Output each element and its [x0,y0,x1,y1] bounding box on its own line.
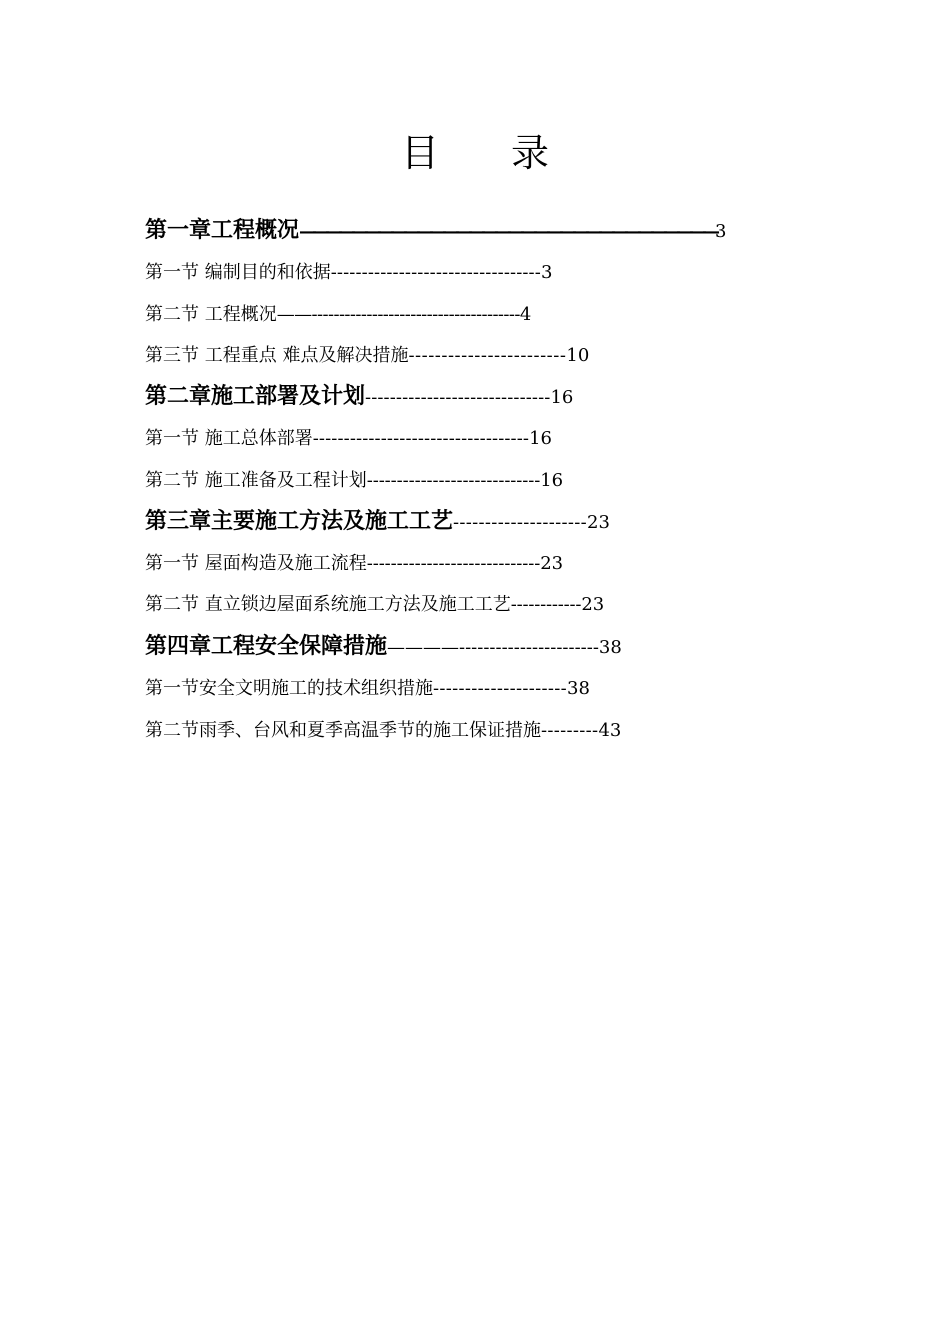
toc-entry-page: 3 [715,221,727,242]
toc-entry-leader: --------------------- [453,512,588,533]
toc-section-2-2[interactable] [145,466,765,496]
toc-entry-label: 第二章施工部署及计划 [145,384,366,409]
toc-entry-leader: ----------------------------- [366,470,541,491]
toc-entry-leader: --------------------- [433,678,568,699]
toc-entry-leader: ------------------------ [408,345,567,366]
toc-entry-leader: --------- [541,720,599,741]
toc-entry-page: 16 [529,428,553,449]
toc-chapter-4[interactable] [145,632,765,662]
toc-section-4-2[interactable] [145,716,765,746]
toc-section-1-2[interactable] [145,300,765,330]
toc-title-char-2: 录 [511,131,550,175]
toc-entry-label: 第二节雨季、台风和夏季高温季节的施工保证措施 [145,720,541,741]
toc-entry-label: 第一节安全文明施工的技术组织措施 [145,678,433,699]
toc-entry-label: 第二节 工程概况 [145,304,277,325]
toc-entry-page: 38 [567,678,590,699]
toc-section-2-1[interactable] [145,424,765,454]
toc-entry-page: 23 [587,512,610,533]
toc-entry-label: 第三章主要施工方法及施工工艺 [145,509,454,534]
toc-entry-page: 16 [540,470,564,491]
toc-entry-page: 16 [550,387,574,408]
toc-entry-label: 第一节 屋面构造及施工流程 [145,553,367,574]
toc-section-1-3[interactable] [145,341,775,371]
toc-section-3-2[interactable] [145,590,765,620]
toc-entry-leader: ----------------------------- [366,553,541,574]
toc-chapter-2[interactable] [145,382,765,412]
toc-chapter-1[interactable] [145,216,765,246]
toc-entry-label: 第三节 工程重点 难点及解决措施 [145,345,409,366]
toc-entry-label: 第一节 编制目的和依据 [145,262,331,283]
toc-entry-page: 10 [566,345,590,366]
toc-entry-leader: ----------------------------------- [312,428,530,449]
toc-entry-leader: ------------ [510,594,582,615]
toc-section-1-1[interactable] [145,258,765,288]
toc-entry-page: 3 [540,262,553,283]
toc-entry-page: 38 [598,637,622,658]
toc-entry-label: 第二节 施工准备及工程计划 [145,470,367,491]
toc-title-char-1: 目 [400,131,439,175]
toc-chapter-3[interactable] [145,507,765,537]
toc-entry-leader: ---------------------------------- [330,262,541,283]
toc-entry-page: 4 [519,304,532,325]
toc-entry-label: 第一节 施工总体部署 [145,428,313,449]
toc-section-3-1[interactable] [145,549,765,579]
toc-entry-leader: ——-------------------------------------- [276,304,520,325]
toc-entry-leader: ------------------------------ [365,387,551,408]
toc-section-4-1[interactable] [145,674,765,704]
toc-entry-label: 第一章工程概况 [145,218,300,243]
toc-entry-leader: ————----------------------- [387,637,599,658]
toc-entry-page: 23 [581,594,605,615]
toc-entry-label: 第四章工程安全保障措施 [145,634,388,659]
toc-entry-label: 第二节 直立锁边屋面系统施工方法及施工工艺 [145,594,511,615]
toc-entry-leader: ———————————————————————————————— [299,221,716,242]
toc-entry-page: 23 [540,553,564,574]
toc-entry-page: 43 [598,720,622,741]
